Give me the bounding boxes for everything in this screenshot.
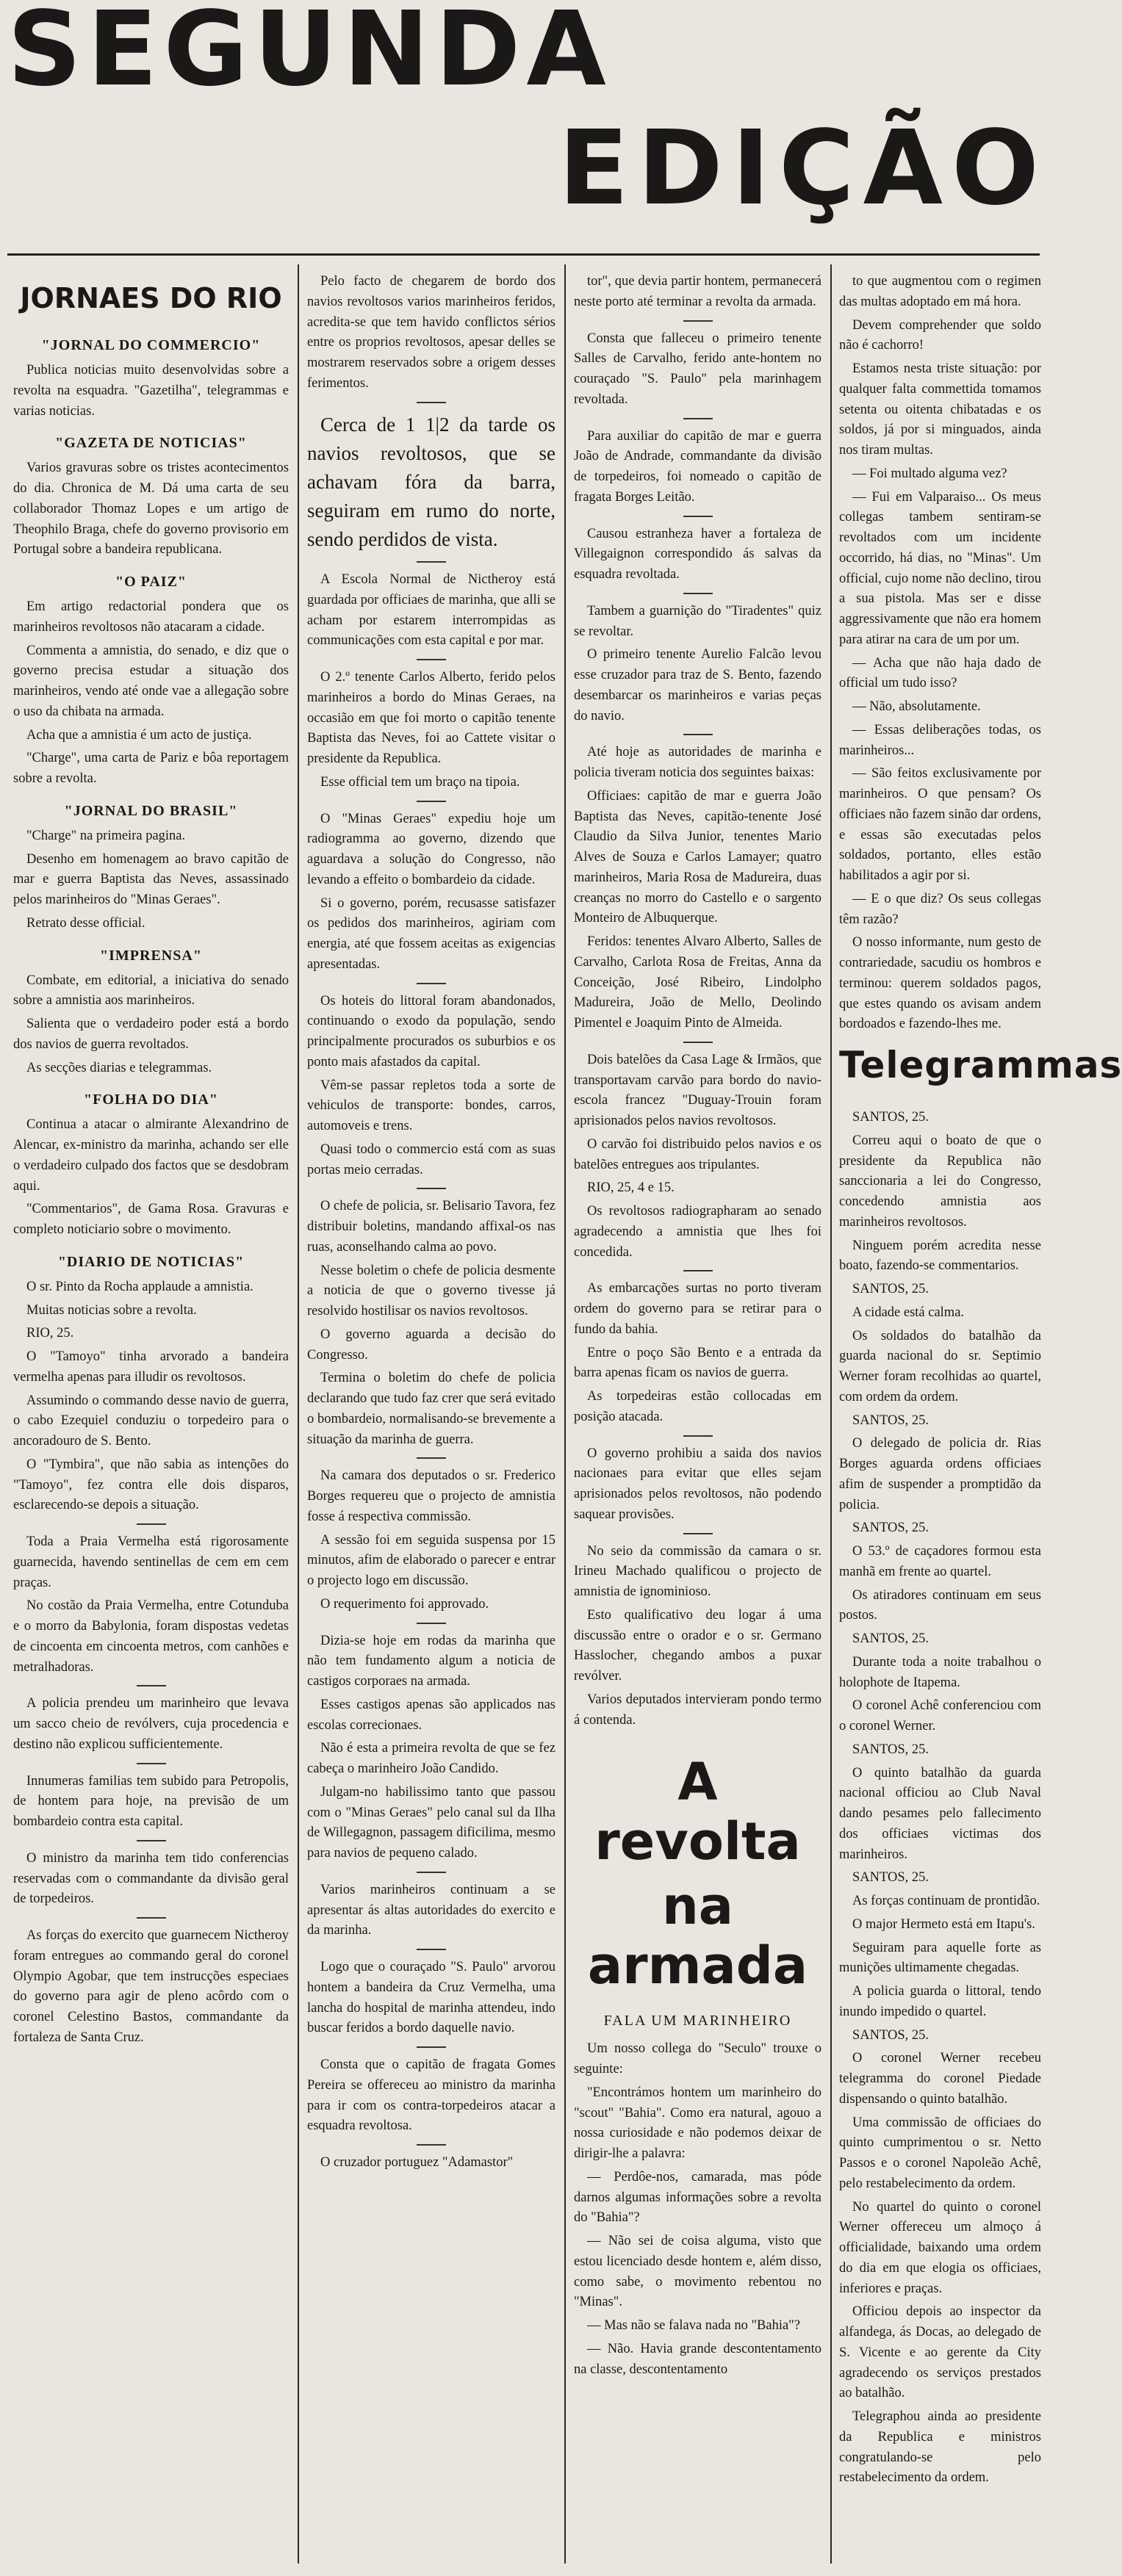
revolta-heading-line1: A revolta: [594, 1752, 801, 1872]
paragraph: Dois batelões da Casa Lage & Irmãos, que transportavam carvão para bordo do navio-escola francez "Duguay-Trouin foram aprisionados pelos navios revoltosos.: [574, 1052, 821, 1128]
separator: [137, 1917, 166, 1919]
paragraph: O coronel Achê conferenciou com o coronel Werner.: [839, 1698, 1041, 1733]
paragraph: Assumindo o commando desse navio de guerra, o cabo Ezequiel conduziu o torpedeiro para o ancoradouro de S. Bento.: [13, 1393, 289, 1448]
paragraph: — São feitos exclusivamente por marinheiros. O que pensam? Os officiaes não fazem sinão dar ordens, e essas são executadas pelos soldados, portanto, elles estão habilitados a agir por si.: [839, 766, 1041, 883]
separator: [137, 1763, 166, 1764]
newspaper-heading: "FOLHA DO DIA": [84, 1092, 218, 1108]
dateline: RIO, 25.: [26, 1326, 74, 1341]
paragraph: Julgam-no habilissimo tanto que passou com o "Minas Geraes" pelo canal sul da Ilha de Willegagnon, passagem dificilima, mesmo para navios de pequeno calado.: [307, 1784, 555, 1861]
dateline: SANTOS, 25.: [852, 1282, 929, 1296]
dateline: SANTOS, 25.: [852, 1742, 929, 1757]
paragraph: As secções diarias e telegrammas.: [26, 1060, 212, 1075]
paragraph: Combate, em editorial, a iniciativa do senado sobre a amnistia aos marinheiros.: [13, 973, 289, 1009]
paragraph: — Acha que não haja dado de official um tudo isso?: [839, 655, 1041, 691]
paragraph: A Escola Normal de Nictheroy está guardada por officiaes de marinha, que alli se acham por estarem interrompidas as communicações com esta capital e por mar.: [307, 572, 555, 649]
paragraph: Pelo facto de chegarem de bordo dos navios revoltosos varios marinheiros feridos, acredita-se que tem havido conflictos sérios entre os proprios revoltosos, apesar delles se mostrarem reservados sobre a origem desses ferimentos.: [307, 274, 555, 391]
paragraph: "Encontrámos hontem um marinheiro do "scout" "Bahia". Como era natural, agouo a nossa curiosidade e não podemos deixar de dirigir-lhe a palavra:: [574, 2085, 821, 2161]
paragraph: A policia guarda o littoral, tendo inundo impedido o quartel.: [839, 1984, 1041, 2019]
paragraph: O 2.º tenente Carlos Alberto, ferido pelos marinheiros a bordo do Minas Geraes, na occasião em que foi morto o capitão tenente Baptista das Neves, foi ao Cattete visitar o presidente da Republica.: [307, 670, 555, 767]
paragraph: Consta que o capitão de fragata Gomes Pereira se offereceu ao ministro da marinha para ir com os contra-torpedeiros atacar a esquadra revoltosa.: [307, 2057, 555, 2134]
column-rule-2: [564, 264, 566, 2564]
paragraph: O coronel Werner recebeu telegramma do coronel Piedade dispensando o quinto batalhão.: [839, 2051, 1041, 2107]
paragraph: Termina o boletim do chefe de policia declarando que tudo faz crer que será evitado o bombardeio, normalisando-se brevemente a situação da marinha de guerra.: [307, 1371, 555, 1447]
paragraph: Quasi todo o commercio está com as suas portas meio cerradas.: [307, 1141, 555, 1177]
paragraph: Dizia-se hoje em rodas da marinha que não tem fundamento algum a noticia de castigos corporaes na armada.: [307, 1633, 555, 1689]
separator: [417, 2046, 446, 2048]
column-jornaes-do-rio: [13, 272, 289, 2549]
paragraph: Correu aqui o boato de que o presidente da Republica não sanccionaria a lei do Congresso, concedendo amnistia aos marinheiros revoltosos.: [839, 1133, 1041, 1230]
paragraph: — Mas não se falava nada no "Bahia"?: [587, 2318, 800, 2333]
paragraph: Varios gravuras sobre os tristes acontecimentos do dia. Chronica de M. Dá uma carta de seu collaborador Thomaz Lopes e um artigo de Theophilo Braga, chefe do governo provisorio em Portugal sobre a bandeira republicana.: [13, 461, 289, 558]
paragraph: — E o que diz? Os seus collegas têm razão?: [839, 891, 1041, 927]
paragraph: O governo aguarda a decisão do Congresso.: [307, 1327, 555, 1363]
paragraph: O "Tamoyo" tinha arvorado a bandeira vermelha apenas para illudir os revoltosos.: [13, 1349, 289, 1385]
subheading: FALA UM MARINHEIRO: [603, 2013, 792, 2030]
revolta-heading-line2: na armada: [587, 1876, 808, 1996]
dateline: SANTOS, 25.: [852, 1520, 929, 1536]
paragraph: Na camara dos deputados o sr. Frederico Borges requereu que o projecto de amnistia fosse á respectiva commissão.: [307, 1468, 555, 1524]
paragraph: Os soldados do batalhão da guarda nacional do sr. Septimio Werner foram recolhidas ao quartel, com ordem da ordem.: [839, 1328, 1041, 1404]
paragraph: O "Tymbira", que não sabia as intenções do "Tamoyo", fez contra elle dois disparos, esclarecendo-se depois a situação.: [13, 1457, 289, 1513]
paragraph: tor", que devia partir hontem, permanecerá neste porto até terminar a revolta da armada.: [574, 274, 821, 309]
paragraph: Nesse boletim o chefe de policia desmente a noticia de que o governo tivesse já resolvido hostilisar os navios revoltosos.: [307, 1263, 555, 1319]
paragraph: Causou estranheza haver a fortaleza de Villegaignon correspondido ás salvas da esquadra revoltada.: [574, 526, 821, 582]
newspaper-heading: "JORNAL DO BRASIL": [64, 802, 238, 819]
dateline: SANTOS, 25.: [852, 1870, 929, 1886]
paragraph: Esto qualificativo deu logar á uma discussão entre o orador e o sr. Germano Hasslocher, chegando ambos a puxar revólver.: [574, 1607, 821, 1684]
paragraph: O sr. Pinto da Rocha applaude a amnistia.: [26, 1279, 253, 1294]
paragraph: Para auxiliar do capitão de mar e guerra João de Andrade, commandante da divisão de torpedeiros, foi nomeado o capitão de fragata Borges Leitão.: [574, 428, 821, 505]
paragraph: A cidade está calma.: [852, 1305, 965, 1320]
paragraph: — Fui em Valparaiso... Os meus collegas tambem sentiram-se revoltados com um incidente occorrido, há dias, no "Minas". Um official, cujo nome não declino, tirou a sua pistola. Mas ser e disse aggressivamente que não era homem para atirar na cara de um por um.: [839, 489, 1041, 647]
paragraph: O delegado de policia dr. Rias Borges aguarda ordens officiaes afim de suspender a promptidão da policia.: [839, 1436, 1041, 1512]
paragraph: O primeiro tenente Aurelio Falcão levou esse cruzador para traz de S. Bento, fazendo desembarcar os marinheiros e varias peças do navio.: [574, 647, 821, 724]
column-rule-3: [830, 264, 832, 2564]
separator: [683, 418, 713, 419]
masthead-rule: [7, 253, 1040, 256]
dateline: SANTOS, 25.: [852, 1631, 929, 1646]
paragraph: Muitas noticias sobre a revolta.: [26, 1302, 197, 1318]
paragraph: O "Minas Geraes" expediu hoje um radiogramma ao governo, dizendo que aguardava a solução do Congresso, não levando a effeito o bombardeio da cidade.: [307, 811, 555, 887]
newspaper-heading: "DIARIO DE NOTICIAS": [57, 1253, 245, 1270]
paragraph: — Não, absolutamente.: [852, 699, 981, 714]
paragraph: As embarcações surtas no porto tiveram ordem do governo para se retirar para o fundo da bahia.: [574, 1281, 821, 1337]
masthead-edicao: EDIÇÃO: [558, 109, 1049, 228]
section-title: JORNAES DO RIO: [20, 282, 282, 314]
paragraph: O chefe de policia, sr. Belisario Tavora, fez distribuir boletins, mandando affixal-os nas ruas, aconselhando calma ao povo.: [307, 1199, 555, 1255]
paragraph: Vêm-se passar repletos toda a sorte de vehiculos de transporte: bondes, carros, automoveis e trens.: [307, 1078, 555, 1134]
paragraph: — Não. Havia grande descontentamento na classe, descontentamento: [574, 2341, 821, 2377]
paragraph: Desenho em homenagem ao bravo capitão de mar e guerra Baptista das Neves, assassinado pelos marinheiros do "Minas Geraes".: [13, 851, 289, 907]
paragraph: Entre o poço São Bento e a entrada da barra apenas ficam os navios de guerra.: [574, 1345, 821, 1381]
paragraph: Tambem a guarnição do "Tiradentes" quiz se revoltar.: [574, 603, 821, 639]
paragraph: No costão da Praia Vermelha, entre Cotunduba e o morro da Babylonia, foram dispostas vedetas de cincoenta em cincoenta metros, com canhões e metralhadoras.: [13, 1598, 289, 1675]
paragraph: O governo prohibiu a saida dos navios nacionaes para evitar que elles sejam aprisionados pelos revoltosos, não podendo saquear provisões.: [574, 1446, 821, 1522]
paragraph: Varios deputados intervieram pondo termo á contenda.: [574, 1692, 821, 1728]
separator: [417, 402, 446, 403]
newspaper-heading: "JORNAL DO COMMERCIO": [41, 337, 261, 353]
paragraph: Officiou depois ao inspector da alfandega, ás Docas, ao delegado de S. Vicente e ao gerente da City agradecendo os serviços prestados ao batalhão.: [839, 2304, 1041, 2401]
paragraph: No quartel do quinto o coronel Werner offereceu um almoço á officialidade, baixando uma ordem do dia em que elogia os officiaes, inferiores e praças.: [839, 2199, 1041, 2296]
paragraph: As forças do exercito que guarnecem Nictheroy foram entregues ao commando geral do coronel Olympio Agobar, que tem instrucções especiaes do governo para agir de pleno acôrdo com o coronel Celestino Bastos, commandante da fortaleza de Santa Cruz.: [13, 1928, 289, 2045]
separator: [417, 1872, 446, 1873]
paragraph: Esses castigos apenas são applicados nas escolas correcionaes.: [307, 1697, 555, 1733]
paragraph: O nosso informante, num gesto de contrariedade, sacudiu os hombros e terminou: querem soldados pagos, que estes quando os avisam andem bordoados e fazendo-lhes me.: [839, 935, 1041, 1032]
paragraph: Até hoje as autoridades de marinha e policia tiveram noticia dos seguintes baixas:: [574, 745, 821, 780]
paragraph: Os hoteis do littoral foram abandonados, continuando o exodo da população, sendo principalmente procurados os suburbios e os ponto mais afastados da capital.: [307, 993, 555, 1069]
column-rule-1: [298, 264, 299, 2564]
telegrammas-heading: Telegrammas: [839, 1044, 1122, 1086]
paragraph: A sessão foi em seguida suspensa por 15 minutos, afim de elaborado o parecer e entrar o projecto logo em discussão.: [307, 1532, 555, 1589]
paragraph: O cruzador portuguez "Adamastor": [320, 2155, 514, 2171]
paragraph: Um nosso collega do "Seculo" trouxe o seguinte:: [574, 2041, 821, 2077]
column-2: [307, 272, 555, 2549]
separator: [683, 320, 713, 322]
paragraph: Estamos nesta triste situação: por qualquer falta commettida tomamos setenta ou oitenta chibatadas e os soldos, já por si minguados, ainda nos tiram multas.: [839, 361, 1041, 458]
newspaper-heading: "IMPRENSA": [100, 947, 202, 964]
paragraph: Consta que falleceu o primeiro tenente Salles de Carvalho, ferido ante-hontem no couraçado "S. Paulo" pela marinhagem revoltada.: [574, 331, 821, 407]
paragraph: Logo que o couraçado "S. Paulo" arvorou hontem a bandeira da Cruz Vermelha, uma lancha do hospital de marinha attendeu, indo buscar feridos a bordo daquelle navio.: [307, 1960, 555, 2036]
paragraph: Toda a Praia Vermelha está rigorosamente guarnecida, havendo sentinellas de cem em cem praças.: [13, 1534, 289, 1590]
paragraph: "Commentarios", de Gama Rosa. Gravuras e completo noticiario sobre o movimento.: [13, 1202, 289, 1237]
paragraph: Os revoltosos radiographaram ao senado agradecendo a amnistia que lhes foi concedida.: [574, 1204, 821, 1260]
paragraph: Seguiram para aquelle forte as munições ultimamente chegadas.: [839, 1940, 1041, 1976]
paragraph: — Não sei de coisa alguma, visto que estou licenciado desde hontem e, além disso, como sabe, o movimento rebentou no "Minas".: [574, 2234, 821, 2310]
paragraph: Em artigo redactorial pondera que os marinheiros revoltosos não atacaram a cidade.: [13, 599, 289, 635]
paragraph: Uma commissão de officiaes do quinto cumprimentou o sr. Netto Passos e o coronel Napoleão Achê, pelo restabelecimento da ordem.: [839, 2115, 1041, 2191]
paragraph: Ninguem porém acredita nesse boato, fazendo-se commentarios.: [839, 1238, 1041, 1274]
lead-paragraph: Cerca de 1 1|2 da tarde os navios revoltosos, que se achavam fóra da barra, seguiram em rumo do norte, sendo perdidos de vista.: [307, 413, 555, 551]
separator: [683, 516, 713, 517]
separator: [417, 2144, 446, 2146]
paragraph: "Charge" na primeira pagina.: [26, 828, 186, 843]
separator: [683, 734, 713, 735]
paragraph: Commenta a amnistia, do senado, e diz que o governo precisa estudar a situação dos marinheiros, vendo até onde vae a allegação sobre o uso da chibata na armada.: [13, 643, 289, 719]
paragraph: Telegraphou ainda ao presidente da Republica e ministros congratulando-se pelo restabelecimento da ordem.: [839, 2409, 1041, 2486]
dateline: SANTOS, 25.: [852, 1110, 929, 1125]
masthead: [0, 0, 1049, 242]
paragraph: — Perdôe-nos, camarada, mas póde darnos algumas informações sobre a revolta do "Bahia"?: [574, 2169, 821, 2226]
paragraph: Varios marinheiros continuam a se apresentar ás altas autoridades do exercito e da marinha.: [307, 1882, 555, 1938]
paragraph: O 53.º de caçadores formou esta manhã em frente ao quartel.: [839, 1544, 1041, 1579]
paragraph: No seio da commissão da camara o sr. Irineu Machado qualificou o projecto de amnistia de ignominioso.: [574, 1543, 821, 1599]
paragraph: Officiaes: capitão de mar e guerra João Baptista das Neves, capitão-tenente José Claudio da Silva Junior, tenentes Mario Alves de Souza e Carlos Lamayer; quatro marinheiros, Maria Rosa de Madureira, duas creanças no morro do Castello e o sargento Monteiro de Albuquerque.: [574, 788, 821, 926]
paragraph: O major Hermeto está em Itapu's.: [852, 1916, 1035, 1932]
paragraph: Innumeras familias tem subido para Petropolis, de hontem para hoje, na previsão de um bombardeio contra esta capital.: [13, 1773, 289, 1829]
dateline: SANTOS, 25.: [852, 2027, 929, 2043]
paragraph: As torpedeiras estão collocadas em posição atacada.: [574, 1389, 821, 1424]
paragraph: Feridos: tenentes Alvaro Alberto, Salles de Carvalho, Carlota Rosa de Freitas, Anna da Conceição, José Ribeiro, Lindolpho Madureira, João de Mello, Deolindo Pimentel e Joaquim Pinto de Almeida.: [574, 934, 821, 1031]
separator: [683, 1435, 713, 1437]
column-3: [574, 272, 821, 2549]
separator: [417, 1188, 446, 1189]
paragraph: A policia prendeu um marinheiro que levava um sacco cheio de revólvers, cuja procedencia e destino não explicou sufficientemente.: [13, 1696, 289, 1752]
separator: [683, 1042, 713, 1043]
dateline: RIO, 25, 4 e 15.: [587, 1180, 675, 1196]
paragraph: Continua a atacar o almirante Alexandrino de Alencar, ex-ministro da marinha, achando ser elle o verdadeiro culpado dos factos que se desdobram aqui.: [13, 1117, 289, 1194]
separator: [683, 1270, 713, 1271]
paragraph: O ministro da marinha tem tido conferencias reservadas com o commandante da divisão geral de torpedeiros.: [13, 1850, 289, 1907]
paragraph: O requerimento foi approvado.: [320, 1596, 489, 1612]
separator: [417, 1949, 446, 1950]
paragraph: Publica noticias muito desenvolvidas sobre a revolta na esquadra. "Gazetilha", telegrammas e varias noticias.: [13, 363, 289, 419]
paragraph: — Essas deliberações todas, os marinheiros...: [839, 722, 1041, 758]
paragraph: to que augmentou com o regimen das multas adoptado em má hora.: [839, 274, 1041, 309]
paragraph: Salienta que o verdadeiro poder está a bordo dos navios de guerra revoltados.: [13, 1017, 289, 1052]
separator: [417, 1457, 446, 1459]
separator: [137, 1840, 166, 1841]
column-4: [839, 272, 1122, 2549]
separator: [417, 561, 446, 563]
separator: [137, 1685, 166, 1686]
separator: [683, 1533, 713, 1534]
paragraph: Esse official tem um braço na tipoia.: [320, 774, 520, 790]
paragraph: As forças continuam de prontidão.: [852, 1894, 1040, 1908]
newspaper-heading: "O PAIZ": [115, 574, 187, 590]
separator: [137, 1523, 166, 1525]
paragraph: Acha que a amnistia é um acto de justiça.: [26, 727, 252, 743]
paragraph: Devem comprehender que soldo não é cachorro!: [839, 317, 1041, 353]
paragraph: Durante toda a noite trabalhou o holophote de Itapema.: [839, 1654, 1041, 1690]
separator: [683, 593, 713, 594]
separator: [417, 659, 446, 660]
dateline: SANTOS, 25.: [852, 1413, 929, 1428]
paragraph: O quinto batalhão da guarda nacional officiou ao Club Naval dando pesames pelo fallecimento dos officiaes victimas dos marinheiros.: [839, 1765, 1041, 1862]
paragraph: Si o governo, porém, recusasse satisfazer os pedidos dos marinheiros, agiriam com energia, até que fossem aceitas as exigencias apresentadas.: [307, 895, 555, 972]
paragraph: O carvão foi distribuido pelos navios e os batelões entregues aos tripulantes.: [574, 1136, 821, 1172]
separator: [417, 983, 446, 984]
masthead-segunda: SEGUNDA: [7, 0, 612, 109]
newspaper-heading: "GAZETA DE NOTICIAS": [55, 435, 247, 452]
paragraph: — Foi multado alguma vez?: [852, 466, 1007, 481]
paragraph: Não é esta a primeira revolta de que se fez cabeça o marinheiro João Candido.: [307, 1741, 555, 1777]
separator: [417, 1623, 446, 1624]
separator: [417, 801, 446, 802]
paragraph: Os atiradores continuam em seus postos.: [839, 1587, 1041, 1623]
paragraph: "Charge", uma carta de Pariz e bôa reportagem sobre a revolta.: [13, 751, 289, 786]
paragraph: Retrato desse official.: [26, 915, 145, 931]
